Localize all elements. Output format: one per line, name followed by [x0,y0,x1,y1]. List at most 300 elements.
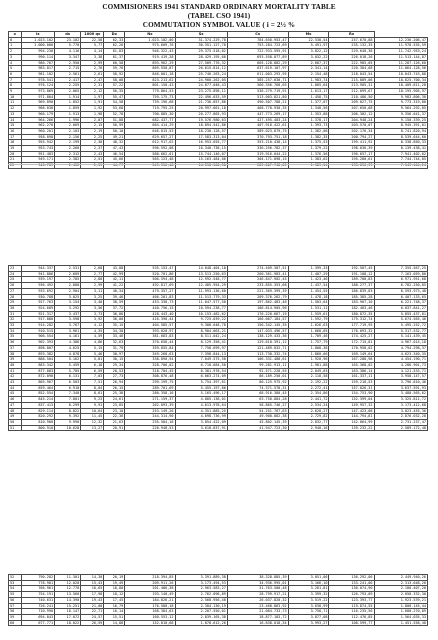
value-cell: 1.377,07 [288,100,329,106]
value-cell: 4.161 [55,334,81,340]
value-cell: 1.808,38 [288,345,329,351]
value-cell: 246.847.902,45 [227,277,288,283]
age-cell: 28 [9,294,22,300]
table-row [9,277,428,283]
value-cell: 7.398.844,13 [175,351,227,357]
value-cell: 7.355.567,25 [374,266,428,272]
value-cell: 6.407.133,65 [374,294,428,300]
value-cell: 274.409.387,51 [227,266,288,272]
value-cell: 5.855.437,81 [374,311,428,317]
value-cell: 186.839,83 [329,288,374,294]
value-cell: 92.571.228,55 [227,368,288,374]
value-cell: 318.704,45 [125,368,175,374]
value-cell: 11.064.128,56 [374,66,428,72]
value-cell: 3.877,08 [288,614,329,620]
age-cell: 20 [9,151,22,157]
value-cell: 3,25 [81,294,104,300]
value-cell: 12.236.206,47 [374,37,428,43]
value-cell: 852.554 [21,391,55,397]
value-cell: 42,11 [104,277,125,283]
table-row [9,140,428,146]
value-cell: 4.967.014,18 [374,340,428,346]
value-cell: 990.114 [21,54,55,60]
value-cell: 1.454,55 [288,288,329,294]
value-cell: 119.874,55 [329,603,374,609]
value-cell: 4.351.885,25 [175,408,227,414]
value-cell: 8.539.644,60 [374,134,428,140]
value-cell: 4,59 [81,334,104,340]
value-cell: 3,73 [81,311,104,317]
value-cell: 2,25 [81,134,104,140]
value-cell: 981.102 [21,71,55,77]
value-cell: 204.948,24 [329,117,374,123]
value-cell: 186.814.905,96 [227,305,288,311]
value-cell: 198.036,39 [329,146,374,152]
value-cell: 260.361.983,41 [227,271,288,277]
value-cell: 45.802.145,39 [227,419,288,425]
age-cell: 51 [9,425,22,431]
value-cell: 26,94 [104,380,125,386]
value-cell: 611.003.293,95 [227,71,288,77]
age-cell: 49 [9,414,22,420]
value-cell: 7.163.059,80 [374,271,428,277]
value-cell: 138.129.433,36 [227,334,288,340]
value-cell: 8.511.042,24 [175,334,227,340]
value-cell: 38.328.885,39 [227,575,288,581]
value-cell: 47,43 [104,146,125,152]
value-cell: 5,15 [81,345,104,351]
value-cell: 1,92 [81,106,104,112]
value-cell: 21.084.733,73 [227,609,288,615]
value-cell: 11.513.779,33 [175,294,227,300]
value-cell: 262.093,39 [125,402,175,408]
value-cell: 2,59 [81,163,104,169]
table-row [9,597,428,603]
value-cell: 2.069 [55,123,81,129]
value-cell: 823.213,62 [125,77,175,83]
value-cell: 1.478,18 [288,294,329,300]
value-cell: 906.554 [21,334,55,340]
value-cell: 5.162 [55,357,81,363]
value-cell: 99.281.913,11 [227,362,288,368]
age-cell: 44 [9,385,22,391]
age-cell: 30 [9,305,22,311]
value-cell: 26.037.820,32 [227,597,288,603]
table-row [9,288,428,294]
value-cell: 10.594.238,77 [175,305,227,311]
value-cell: 3.173.494,53 [175,580,227,586]
value-cell: 381.683,83 [125,334,175,340]
value-cell: 353.210.438,14 [227,140,288,146]
value-cell: 308.876,48 [125,374,175,380]
value-cell: 427.495.403,24 [227,117,288,123]
value-cell: 226.018,26 [329,54,374,60]
value-cell: 3.025 [55,294,81,300]
value-cell: 12.485.954,29 [175,283,227,289]
table-row [9,575,428,581]
value-cell: 257.670,88 [329,37,374,43]
age-cell: 14 [9,117,22,123]
value-cell: 2.904 [55,288,81,294]
value-cell: 946.789 [21,163,55,169]
value-cell: 1.375,53 [288,140,329,146]
table-section-ages-0-22 [8,31,428,169]
value-cell: 22,58 [81,37,104,43]
table-row [9,368,428,374]
column-header: Mx [288,32,329,38]
value-cell: 27,73 [104,374,125,380]
value-cell: 3.292 [55,305,81,311]
value-cell: 3.051,06 [288,575,329,581]
value-cell: 754.191 [21,592,55,598]
value-cell: 479.357,27 [125,288,175,294]
value-cell: 941.806 [21,271,55,277]
value-cell: 917.880 [21,317,55,323]
value-cell: 58,08 [104,77,125,83]
value-cell: 336.256.782,37 [227,146,288,152]
value-cell: 49.900.882,38 [227,414,288,420]
value-cell: 144.794,81 [329,414,374,420]
value-cell: 5.674.565,46 [374,317,428,323]
value-cell: 2,07 [81,117,104,123]
value-cell: 169.149,64 [329,351,374,357]
value-cell: 2,12 [81,89,104,95]
table-row [9,408,428,414]
value-cell: 26.615.814,12 [175,66,227,72]
value-cell: 8.945.391,01 [374,123,428,129]
value-cell: 2.118,58 [288,374,329,380]
value-cell: 1.382,08 [288,128,329,134]
value-cell: 54.251.767,63 [227,408,288,414]
value-cell: 6.710.684,56 [175,362,227,368]
table-row [9,328,428,334]
value-cell: 4.386 [55,340,81,346]
value-cell: 11.047.577,50 [175,300,227,306]
value-cell: 1.353,88 [288,111,329,117]
value-cell: 416.390,44 [125,317,175,323]
value-cell: 936.492 [21,283,55,289]
value-cell: 753.284.723,69 [227,43,288,49]
value-cell: 8.822 [55,408,81,414]
value-cell: 126.793,09 [329,592,374,598]
value-cell: 13.560 [55,592,81,598]
value-cell: 5.459 [55,362,81,368]
value-cell: 51,88 [104,117,125,123]
value-cell: 580.662,01 [125,151,175,157]
value-cell: 8.904.063,21 [175,328,227,334]
value-cell: 9.990 [55,419,81,425]
value-cell: 30,97 [104,351,125,357]
value-cell: 31.763.500,48 [227,586,288,592]
value-cell: 2.534,24 [288,402,329,408]
value-cell: 21,63 [104,419,125,425]
value-cell: 29,34 [104,362,125,368]
value-cell: 35,15 [104,323,125,329]
value-cell: 3.598 [55,317,81,323]
value-cell: 1.913 [55,111,81,117]
value-cell: 11.993.136,60 [175,288,227,294]
value-cell: 739.196,68 [125,100,175,106]
value-cell: 722.933.595,91 [227,49,288,55]
value-cell: 955.942 [21,140,55,146]
value-cell: 13.513.250,63 [175,271,227,277]
value-cell: 466.201,83 [125,294,175,300]
value-cell: 201.486,38 [125,586,175,592]
value-cell: 10.625.700,34 [374,77,428,83]
age-cell: 42 [9,374,22,380]
value-cell: 185.385,28 [329,294,374,300]
value-cell: 179.312,74 [329,317,374,323]
value-cell: 370.658,44 [125,340,175,346]
value-cell: 209.911,26 [125,580,175,586]
value-cell: 1.559,61 [288,311,329,317]
table-subtitle: (TABEL CSO 1941) [187,12,251,20]
value-cell: 17,98 [81,592,104,598]
value-cell: 829.114 [21,408,55,414]
value-cell: 108.599,77 [329,620,374,626]
value-cell: 968.038 [21,106,55,112]
value-cell: 9.150.339,25 [374,117,428,123]
value-cell: 1.348,56 [288,106,329,112]
value-cell: 18.022 [55,620,81,626]
age-cell: 8 [9,83,22,89]
column-header: lx [21,32,55,38]
value-cell: 1.564.035,33 [374,614,428,620]
value-cell: 18.877.183,72 [227,614,288,620]
value-cell: 7.340 [55,391,81,397]
value-cell: 440.756,15 [125,305,175,311]
table-row [9,54,428,60]
table-row [9,305,428,311]
table-row [9,425,428,431]
age-cell: 46 [9,397,22,403]
value-cell: 209.027,75 [329,100,374,106]
value-cell: 5,77 [81,43,104,49]
age-cell: 16 [9,128,22,134]
value-cell: 12.020 [55,580,81,586]
value-cell: 1.709,46 [288,334,329,340]
value-cell: 221.369.399,39 [227,288,288,294]
value-cell: 1.923.539,21 [374,597,428,603]
age-cell: 45 [9,391,22,397]
age-cell: 41 [9,368,22,374]
age-cell: 7 [9,77,22,83]
table-row [9,283,428,289]
age-cell: 9 [9,89,22,95]
value-cell: 2,88 [81,277,104,283]
value-cell: 953.743 [21,146,55,152]
value-cell: 152.399,04 [329,397,374,403]
value-cell: 490.507.788,21 [227,100,288,106]
value-cell: 2,43 [81,151,104,157]
value-cell: 53,68 [104,106,125,112]
table-row [9,266,428,272]
table-row [9,351,428,357]
value-cell: 2,51 [81,157,104,163]
age-cell: 22 [9,163,22,169]
value-cell: 919.419,28 [125,54,175,60]
table-row [9,128,428,134]
value-cell: 846.001,18 [125,71,175,77]
value-cell: 893.382 [21,351,55,357]
value-cell: 1.859 [55,106,81,112]
value-cell: 220.384,68 [329,66,374,72]
value-cell: 8.139.438,41 [374,146,428,152]
value-cell: 218.043,54 [329,71,374,77]
table-row [9,77,428,83]
value-cell: 9,23 [81,397,104,403]
value-cell: 12.770 [55,586,81,592]
value-cell: 2.260 [55,146,81,152]
value-cell: 1.983,74 [288,77,329,83]
value-cell: 24,61 [104,397,125,403]
age-cell: 21 [9,157,22,163]
value-cell: 1,97 [81,94,104,100]
value-cell: 719.795,25 [125,106,175,112]
value-cell: 191.108,12 [329,271,374,277]
value-cell: 2.050.332,30 [374,592,428,598]
value-cell: 213.905,31 [329,83,374,89]
value-cell: 3.822,12 [288,49,329,55]
age-cell: 26 [9,283,22,289]
value-cell: 1.981,88 [288,362,329,368]
value-cell: 1.389,54 [288,163,329,169]
value-cell: 11.742.953,24 [374,49,428,55]
value-cell: 49,21 [104,134,125,140]
value-cell: 17.072 [55,614,81,620]
value-cell: 778.981 [21,580,55,586]
value-cell: 1.399,33 [288,266,329,272]
value-cell: 11.978.535,59 [374,43,428,49]
value-cell: 2,68 [81,266,104,272]
value-cell: 15.744.146,07 [175,151,227,157]
value-cell: 3.638,99 [288,603,329,609]
value-cell: 1.626,63 [288,323,329,329]
value-cell: 4,12 [81,323,104,329]
value-cell: 170.958,02 [329,345,374,351]
value-cell: 2.609 [55,271,81,277]
value-cell: 2.384.130,19 [175,603,227,609]
age-cell: 6 [9,71,22,77]
value-cell: 1.382,35 [288,134,329,140]
value-cell: 3.032,22 [288,54,329,60]
value-cell: 2.180.407,20 [374,586,428,592]
table-row [9,357,428,363]
value-cell: 48,32 [104,140,125,146]
value-cell: 112.476,85 [329,614,374,620]
value-cell: 468.770.930,35 [227,106,288,112]
value-cell: 944.337 [21,266,55,272]
value-cell: 2.199 [55,140,81,146]
value-cell: 2.452 [55,163,81,169]
table-section-ages-52-60 [8,574,428,626]
value-cell: 964.266 [21,117,55,123]
age-cell: 50 [9,419,22,425]
table-row [9,374,428,380]
table-row [9,334,428,340]
value-cell: 25,38 [104,391,125,397]
column-header: 1000 qx [81,32,104,38]
value-cell: 10.409.811,28 [374,83,428,89]
value-cell: 978.541 [21,77,55,83]
value-cell: 6,59 [81,368,104,374]
value-cell: 24.900.262,05 [175,77,227,83]
table-row [9,300,428,306]
table-row [9,345,428,351]
value-cell: 1.800.145,44 [374,603,428,609]
value-cell: 15.251 [55,603,81,609]
value-cell: 8,04 [81,385,104,391]
value-cell: 2.628,27 [288,408,329,414]
value-cell: 199.411,92 [329,140,374,146]
value-cell: 29.375.518,02 [175,49,227,55]
value-cell: 535.153,47 [125,266,175,272]
value-cell: 22,71 [81,609,104,615]
value-cell: 665.128.882,29 [227,60,288,66]
value-cell: 172.715,81 [329,340,374,346]
value-cell: 28.799.917,21 [227,592,288,598]
value-cell: 15,51 [104,614,125,620]
age-cell: 43 [9,380,22,386]
value-cell: 983.817 [21,66,55,72]
value-cell: 52,78 [104,111,125,117]
value-cell: 3.281,81 [288,586,329,592]
value-cell: 1.023.102 [21,37,55,43]
value-cell: 694.843 [21,614,55,620]
value-cell: 3.993,27 [288,620,329,626]
value-cell: 5.770 [55,43,81,49]
value-cell: 10,64 [81,408,104,414]
value-cell: 859.464 [21,385,55,391]
value-cell: 1.383,62 [288,157,329,163]
column-header: Rx [329,32,374,38]
table-row [9,94,428,100]
value-cell: 20,19 [104,575,125,581]
value-cell: 9.308.648,78 [175,323,227,329]
value-cell: 253.149,26 [125,408,175,414]
value-cell: 9.983.806,30 [374,94,428,100]
value-cell: 1.000.000 [21,43,55,49]
value-cell: 338.890,94 [125,357,175,363]
value-cell: 11.513.144,87 [374,54,428,60]
value-cell: 210.486,50 [329,94,374,100]
value-cell: 26,59 [81,620,104,626]
value-cell: 7.758.699,97 [175,345,227,351]
value-cell: 453.338,73 [125,300,175,306]
value-cell: 865.967 [21,380,55,386]
value-cell: 877.883 [21,368,55,374]
value-cell: 22.496.033,59 [175,94,227,100]
value-cell: 5.495.252,72 [374,323,428,329]
value-cell: 2.705 [55,277,81,283]
value-cell: 2.039.165,38 [175,614,227,620]
table-row [9,620,428,626]
value-cell: 86.189.250,01 [227,374,288,380]
value-cell: 492.817,69 [125,283,175,289]
value-cell: 319.916.044,22 [227,151,288,157]
value-cell: 1.378,17 [288,117,329,123]
value-cell: 5.491,97 [288,43,329,49]
value-cell: 389.023.879,75 [227,128,288,134]
table-row [9,117,428,123]
mortality-table [8,574,428,626]
value-cell: 207.650,68 [329,106,374,112]
value-cell: 3.758,71 [288,609,329,615]
column-header: Nx [125,32,175,38]
value-cell: 3.767 [55,323,81,329]
value-cell: 20.997.661,18 [175,106,227,112]
value-cell: 536.279.719,91 [227,89,288,95]
